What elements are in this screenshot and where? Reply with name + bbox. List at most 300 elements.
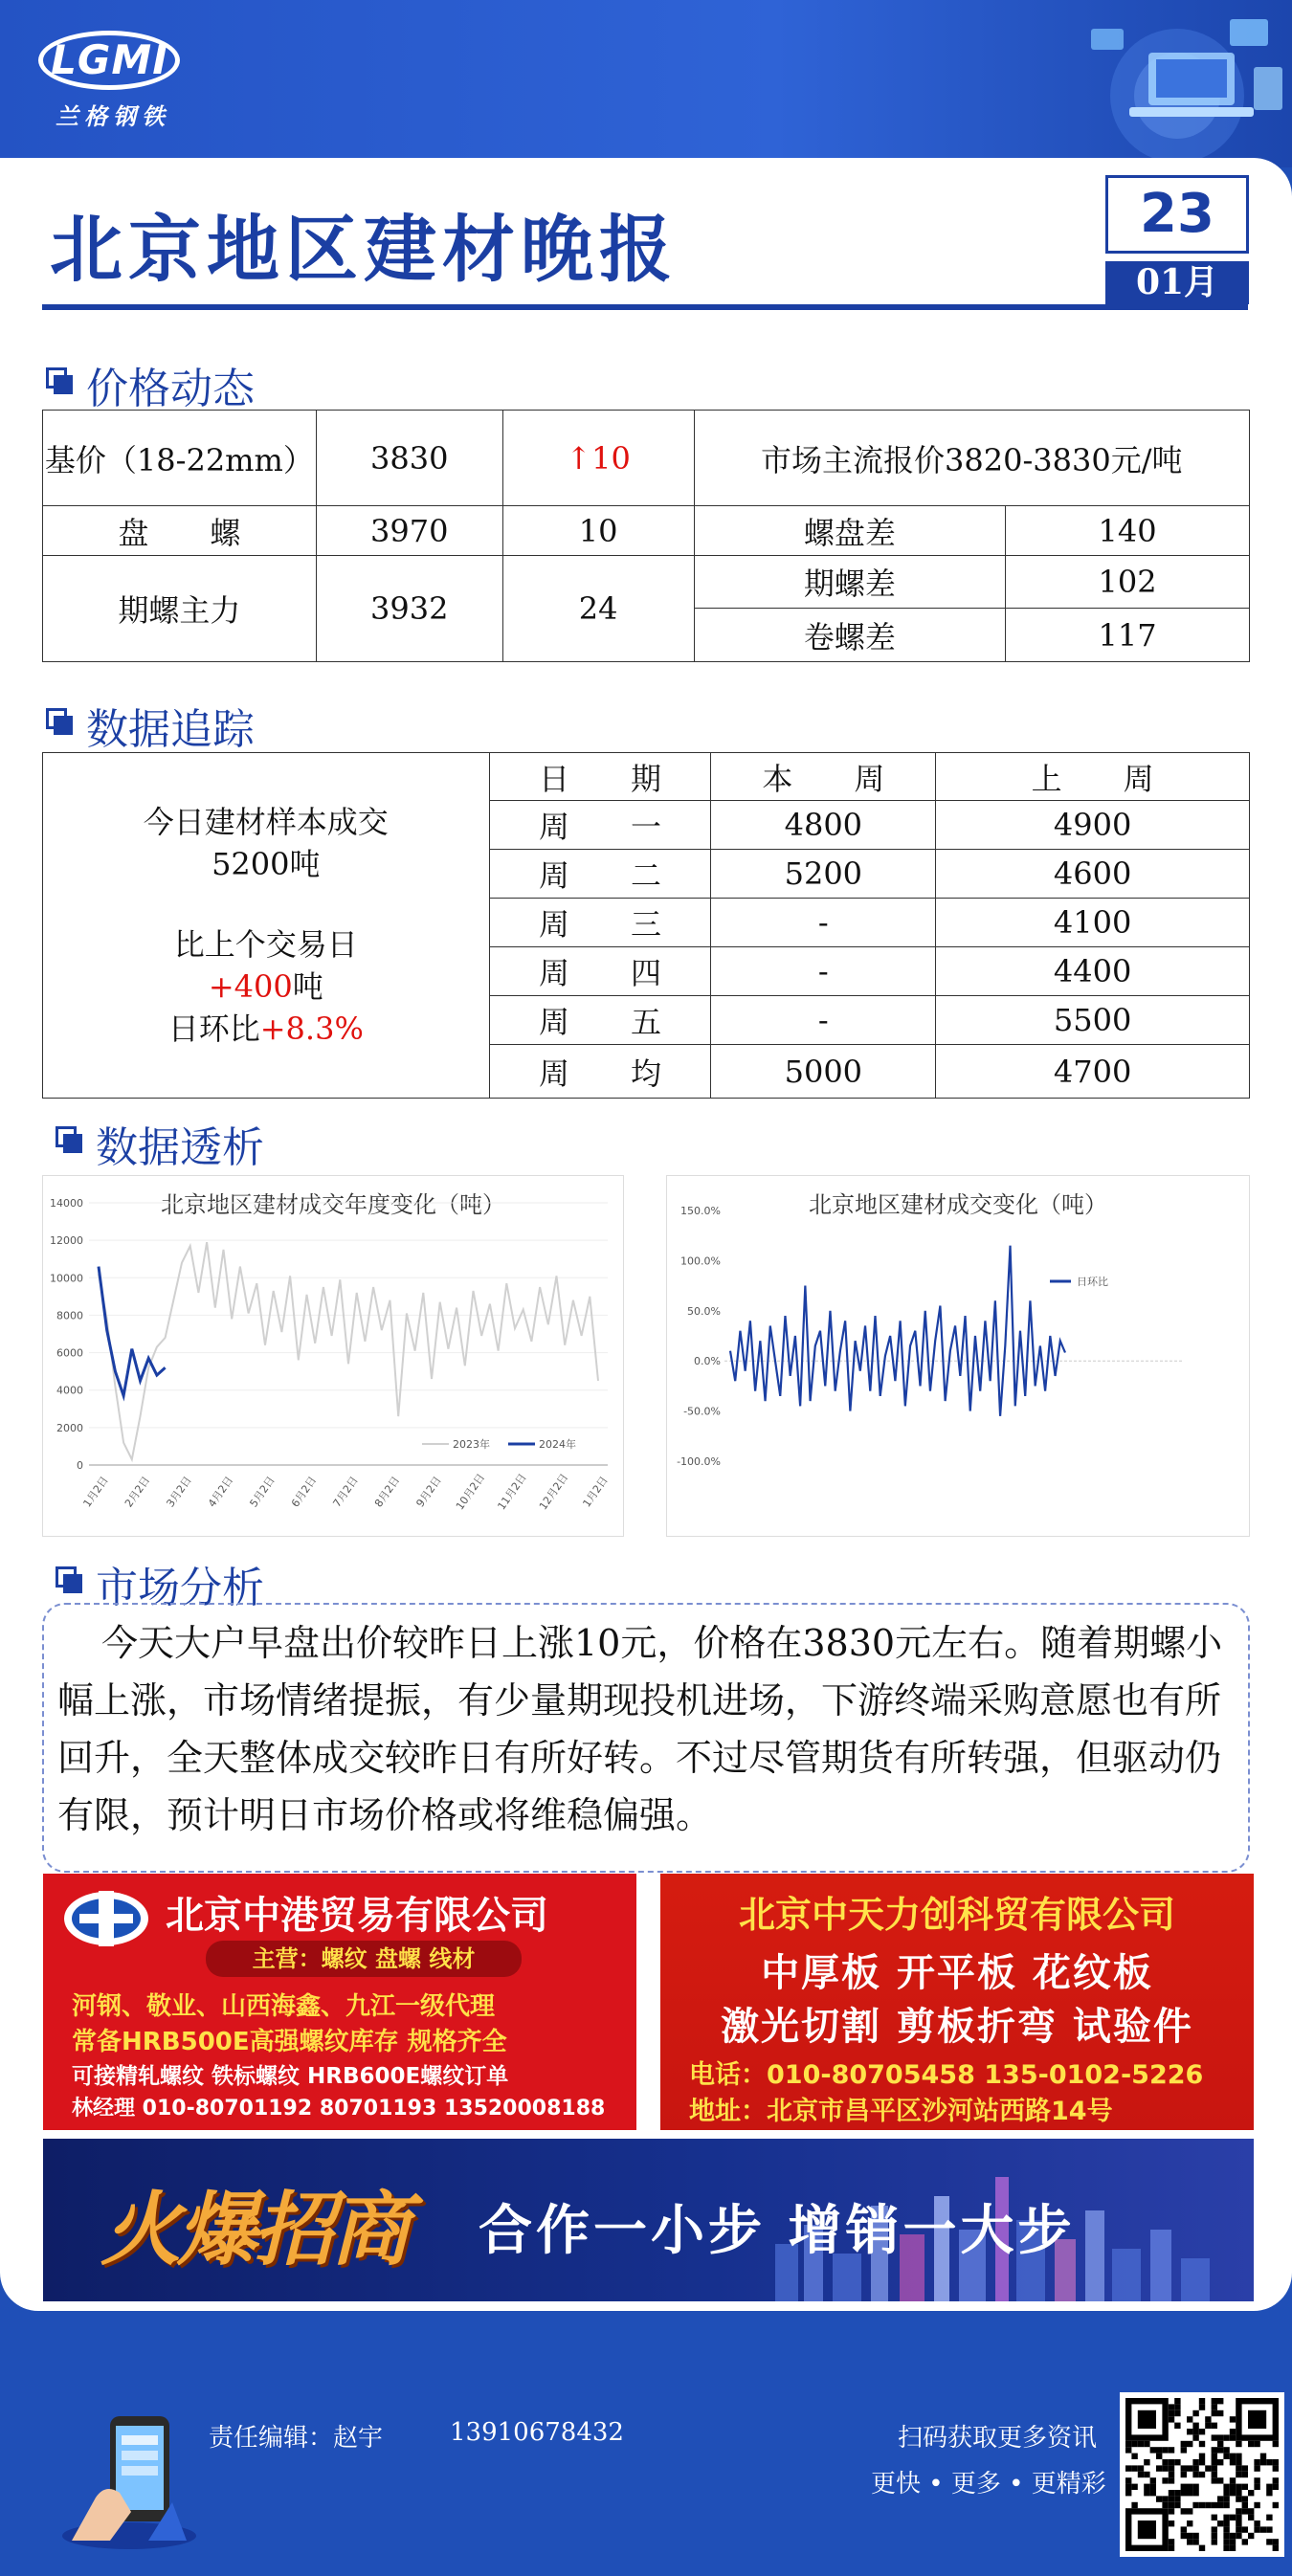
qr-module (1212, 2515, 1217, 2520)
ad1-line1: 河钢、敬业、山西海鑫、九江一级代理 (72, 1992, 496, 2021)
section-square-icon (56, 1566, 80, 1591)
table-row-this: - (711, 996, 936, 1045)
qr-module (1187, 2520, 1192, 2526)
x-tick-label: 2月2日 (122, 1474, 153, 1510)
qr-module (1187, 2484, 1192, 2490)
qr-module (1242, 2508, 1248, 2514)
qr-caption-2: 更快 • 更多 • 更精彩 (871, 2470, 1106, 2498)
qr-module (1162, 2496, 1168, 2501)
y-tick-label: 12000 (50, 1234, 83, 1248)
qr-module (1150, 2484, 1156, 2490)
logo-subtitle: 兰格钢铁 (56, 102, 170, 130)
qr-module (1169, 2496, 1174, 2501)
qr-module (1217, 2496, 1223, 2501)
qr-module (1192, 2490, 1198, 2496)
qr-module (1248, 2533, 1254, 2539)
qr-module (1266, 2539, 1272, 2544)
qr-module (1273, 2539, 1279, 2544)
legend-label-2023: 2023年 (453, 1438, 490, 1451)
qr-module (1174, 2404, 1180, 2409)
qr-module (1187, 2416, 1192, 2422)
qr-module (1212, 2526, 1217, 2532)
section-square-icon (46, 708, 71, 733)
qr-module (1212, 2447, 1217, 2453)
x-tick-label: 3月2日 (164, 1474, 194, 1510)
qr-module (1187, 2490, 1192, 2496)
qr-module (1156, 2447, 1162, 2453)
qr-module (1254, 2502, 1259, 2508)
qr-module (1212, 2465, 1217, 2471)
qr-module (1223, 2434, 1229, 2440)
qr-module (1223, 2533, 1229, 2539)
qr-module (1125, 2490, 1131, 2496)
y-tick-label: 10000 (50, 1272, 83, 1285)
coil-value: 3970 (316, 506, 502, 556)
qr-module (1236, 2496, 1241, 2501)
qr-module (1144, 2472, 1149, 2477)
qr-module (1230, 2454, 1236, 2459)
market-analysis-box (42, 1603, 1250, 1873)
ad2-address: 地址：北京市昌平区沙河站西路14号 (689, 2097, 1113, 2126)
base-price-value: 3830 (316, 411, 502, 506)
ad1-main-business: 主营：螺纹 盘螺 线材 (206, 1941, 522, 1977)
qr-module (1223, 2526, 1229, 2532)
qr-module (1181, 2447, 1187, 2453)
qr-module (1199, 2459, 1205, 2465)
logo-text: LGMI (51, 36, 168, 83)
qr-module (1217, 2459, 1223, 2465)
qr-module (1174, 2496, 1180, 2501)
qr-module (1217, 2434, 1223, 2440)
qr-module (1125, 2447, 1131, 2453)
qr-module (1254, 2441, 1259, 2447)
qr-module (1212, 2454, 1217, 2459)
qr-module (1192, 2434, 1198, 2440)
qr-module (1212, 2539, 1217, 2544)
qr-module (1217, 2410, 1223, 2416)
qr-module (1254, 2526, 1259, 2532)
qr-module (1169, 2472, 1174, 2477)
qr-module (1192, 2423, 1198, 2429)
x-tick-label: 4月2日 (205, 1474, 236, 1510)
qr-module (1236, 2526, 1241, 2532)
qr-code-icon[interactable] (1120, 2392, 1284, 2557)
qr-module (1273, 2459, 1279, 2465)
qr-module (1254, 2520, 1259, 2526)
futures-change: 24 (502, 556, 694, 662)
qr-module (1125, 2441, 1131, 2447)
qr-module (1223, 2515, 1229, 2520)
qr-module (1192, 2472, 1198, 2477)
legend-label: 日环比 (1077, 1276, 1108, 1288)
y-tick-label: 0.0% (694, 1355, 721, 1368)
qr-module (1162, 2447, 1168, 2453)
legend-label-2024: 2024年 (539, 1438, 576, 1451)
table-row-day: 周 一 (489, 801, 711, 850)
qr-module (1230, 2490, 1236, 2496)
qr-module (1212, 2434, 1217, 2440)
ad2-line1: 中厚板 开平板 花纹板 (761, 1951, 1153, 1995)
qr-module (1138, 2441, 1144, 2447)
qr-module (1217, 2447, 1223, 2453)
qr-module (1260, 2526, 1266, 2532)
qr-module (1199, 2429, 1205, 2434)
table-row-last: 4700 (936, 1045, 1250, 1099)
ad3-brand: 火爆招商 (100, 2183, 408, 2276)
qr-module (1181, 2533, 1187, 2539)
qr-module (1187, 2533, 1192, 2539)
qr-module (1212, 2398, 1217, 2404)
qr-module (1212, 2404, 1217, 2409)
qr-module (1174, 2398, 1180, 2404)
qr-module (1131, 2484, 1137, 2490)
futures-diff-value: 102 (1006, 556, 1250, 609)
qr-module (1273, 2441, 1279, 2447)
qr-module (1150, 2490, 1156, 2496)
editor-name: 责任编辑：赵宇 (209, 2424, 384, 2453)
chart-title: 北京地区建材成交年度变化（吨） (161, 1191, 505, 1218)
qr-module (1181, 2490, 1187, 2496)
qr-module (1236, 2533, 1241, 2539)
qr-module (1181, 2441, 1187, 2447)
y-tick-label: 150.0% (680, 1205, 721, 1217)
qr-module (1174, 2410, 1180, 2416)
header-this-week: 本 周 (711, 753, 936, 801)
qr-module (1236, 2484, 1241, 2490)
summary-volume: 5200吨 (212, 846, 321, 882)
daily-ratio-chart (666, 1175, 1250, 1537)
qr-module (1223, 2520, 1229, 2526)
qr-module (1187, 2539, 1192, 2544)
qr-module (1199, 2441, 1205, 2447)
qr-module (1223, 2496, 1229, 2501)
qr-module (1254, 2477, 1259, 2483)
qr-module (1181, 2472, 1187, 2477)
qr-module (1181, 2526, 1187, 2532)
x-tick-label: 12月2日 (536, 1471, 571, 1513)
table-row-this: 5000 (711, 1045, 936, 1099)
qr-module (1230, 2539, 1236, 2544)
price-table (42, 410, 1250, 662)
qr-module (1254, 2459, 1259, 2465)
qr-module (1223, 2484, 1229, 2490)
header-last-week: 上 周 (936, 753, 1250, 801)
qr-finder-core (1138, 2520, 1156, 2539)
ad-zhongtianli[interactable] (660, 1874, 1254, 2130)
qr-finder-core (1138, 2410, 1156, 2429)
qr-module (1181, 2484, 1187, 2490)
qr-module (1192, 2539, 1198, 2544)
qr-module (1199, 2545, 1205, 2551)
coil-diff-value: 140 (1006, 506, 1250, 556)
section-title-market: 市场分析 (96, 1564, 264, 1612)
qr-module (1156, 2496, 1162, 2501)
qr-module (1236, 2515, 1241, 2520)
coil-diff-label: 螺盘差 (694, 506, 1006, 556)
qr-module (1192, 2465, 1198, 2471)
y-tick-label: 50.0% (687, 1304, 721, 1318)
section-title-analysis-charts: 数据透析 (96, 1123, 264, 1172)
qr-module (1187, 2508, 1192, 2514)
market-analysis-text: 今天大户早盘出价较昨日上涨10元，价格在3830元左右。随着期螺小幅上涨，市场情绪提振，有少量期现投机进场，下游终端采购意愿也有所回升，全天整体成交较昨日有所好转。不过尽管期货有所转强，但驱动仍有限，预计明日市场价格或将维稳偏强。 (57, 1622, 1223, 1836)
qr-module (1212, 2533, 1217, 2539)
qr-module (1138, 2472, 1144, 2477)
qr-module (1192, 2484, 1198, 2490)
summary-ratio-label: 日环比 (167, 1010, 260, 1047)
page-title: 北京地区建材晚报 (50, 207, 678, 292)
qr-module (1223, 2490, 1229, 2496)
section-title-tracking: 数据追踪 (86, 705, 255, 754)
table-row-day: 周 四 (489, 947, 711, 996)
qr-module (1236, 2465, 1241, 2471)
y-tick-label: 0 (77, 1459, 83, 1472)
qr-module (1223, 2545, 1229, 2551)
qr-module (1169, 2465, 1174, 2471)
ad1-line3: 可接精轧螺纹 铁标螺纹 HRB600E螺纹订单 (72, 2064, 509, 2089)
ad-investment[interactable] (43, 2139, 1254, 2301)
qr-module (1242, 2465, 1248, 2471)
qr-module (1230, 2545, 1236, 2551)
y-tick-label: 4000 (56, 1384, 83, 1397)
chart-title: 北京地区建材成交变化（吨） (809, 1191, 1107, 1218)
qr-module (1236, 2490, 1241, 2496)
qr-module (1192, 2502, 1198, 2508)
qr-module (1205, 2416, 1211, 2422)
ad-zhonggang[interactable] (43, 1874, 636, 2130)
ad2-phone: 电话：010-80705458 135-0102-5226 (689, 2060, 1204, 2090)
qr-module (1212, 2502, 1217, 2508)
summary-change-unit: 吨 (292, 968, 323, 1005)
qr-module (1248, 2441, 1254, 2447)
qr-module (1205, 2465, 1211, 2471)
y-tick-label: -50.0% (683, 1405, 721, 1418)
qr-module (1187, 2429, 1192, 2434)
coil-change: 10 (502, 506, 694, 556)
qr-module (1169, 2502, 1174, 2508)
qr-module (1144, 2459, 1149, 2465)
ad1-line2: 常备HRB500E高强螺纹库存 规格齐全 (72, 2028, 507, 2056)
qr-module (1156, 2454, 1162, 2459)
futures-diff-label: 期螺差 (694, 556, 1006, 609)
qr-module (1169, 2459, 1174, 2465)
qr-module (1199, 2404, 1205, 2409)
y-tick-label: 6000 (56, 1346, 83, 1360)
title-underline (42, 304, 1248, 310)
qr-module (1254, 2484, 1259, 2490)
qr-module (1236, 2508, 1241, 2514)
summary-change (43, 966, 489, 1008)
qr-module (1205, 2502, 1211, 2508)
series-line-2023 (99, 1242, 598, 1459)
table-row-day: 周 二 (489, 850, 711, 899)
qr-module (1169, 2520, 1174, 2526)
ad1-company: 北京中港贸易有限公司 (166, 1894, 548, 1938)
date-box (1105, 175, 1249, 304)
summary-change-value: +400 (208, 968, 293, 1005)
qr-module (1138, 2465, 1144, 2471)
qr-module (1174, 2423, 1180, 2429)
summary-ratio (43, 1008, 489, 1050)
table-row-last: 4400 (936, 947, 1250, 996)
ad2-line2: 激光切割 剪板折弯 试验件 (721, 2005, 1193, 2049)
qr-module (1131, 2502, 1137, 2508)
qr-module (1169, 2410, 1174, 2416)
table-row-this: 5200 (711, 850, 936, 899)
x-tick-label: 9月2日 (413, 1474, 444, 1510)
ad1-contact: 林经理 010-80701192 80701193 13520008188 (72, 2097, 606, 2121)
qr-module (1266, 2490, 1272, 2496)
qr-module (1236, 2520, 1241, 2526)
roll-diff-label: 卷螺差 (694, 609, 1006, 662)
section-square-icon (56, 1126, 80, 1151)
qr-module (1223, 2539, 1229, 2544)
qr-module (1125, 2465, 1131, 2471)
qr-module (1162, 2477, 1168, 2483)
qr-module (1236, 2472, 1241, 2477)
editor-phone: 13910678432 (450, 2418, 624, 2447)
section-title-price: 价格动态 (86, 365, 255, 413)
qr-module (1266, 2515, 1272, 2520)
qr-module (1199, 2502, 1205, 2508)
qr-module (1217, 2477, 1223, 2483)
qr-module (1230, 2533, 1236, 2539)
qr-module (1260, 2459, 1266, 2465)
table-row-day: 周 均 (489, 1045, 711, 1099)
qr-module (1174, 2490, 1180, 2496)
qr-module (1223, 2454, 1229, 2459)
qr-module (1242, 2484, 1248, 2490)
futures-label: 期螺主力 (43, 556, 317, 662)
qr-module (1144, 2490, 1149, 2496)
qr-module (1230, 2515, 1236, 2520)
table-row-last: 5500 (936, 996, 1250, 1045)
qr-module (1242, 2496, 1248, 2501)
table-row-day: 周 五 (489, 996, 711, 1045)
qr-module (1273, 2484, 1279, 2490)
qr-module (1150, 2447, 1156, 2453)
qr-module (1212, 2477, 1217, 2483)
summary-ratio-value: +8.3% (259, 1010, 364, 1047)
qr-module (1131, 2441, 1137, 2447)
x-tick-label: 1月2日 (80, 1474, 111, 1510)
qr-caption-1: 扫码获取更多资讯 (898, 2424, 1098, 2453)
qr-module (1169, 2545, 1174, 2551)
date-month: 01月 (1105, 261, 1249, 304)
qr-module (1192, 2429, 1198, 2434)
qr-module (1144, 2484, 1149, 2490)
base-price-label: 基价（18-22mm） (43, 411, 317, 506)
qr-module (1230, 2429, 1236, 2434)
qr-module (1131, 2454, 1137, 2459)
qr-module (1242, 2472, 1248, 2477)
qr-module (1236, 2454, 1241, 2459)
qr-module (1230, 2416, 1236, 2422)
table-row-this: - (711, 947, 936, 996)
qr-module (1266, 2484, 1272, 2490)
qr-finder-core (1248, 2410, 1266, 2429)
qr-module (1212, 2423, 1217, 2429)
qr-module (1131, 2465, 1137, 2471)
x-tick-label: 8月2日 (371, 1474, 403, 1510)
x-tick-label: 7月2日 (330, 1474, 361, 1510)
qr-module (1230, 2477, 1236, 2483)
qr-module (1174, 2502, 1180, 2508)
qr-module (1205, 2423, 1211, 2429)
phone-hand-icon (53, 2397, 206, 2550)
qr-module (1242, 2526, 1248, 2532)
qr-module (1223, 2447, 1229, 2453)
qr-module (1236, 2459, 1241, 2465)
qr-module (1212, 2459, 1217, 2465)
qr-module (1169, 2447, 1174, 2453)
y-tick-label: 100.0% (680, 1255, 721, 1268)
qr-module (1187, 2465, 1192, 2471)
ad3-slogan: 合作一小步 增销一大步 (479, 2200, 1076, 2262)
futures-value: 3932 (316, 556, 502, 662)
table-row-day: 周 三 (489, 899, 711, 947)
table-row-last: 4600 (936, 850, 1250, 899)
qr-module (1273, 2465, 1279, 2471)
summary-line3: 比上个交易日 (173, 926, 358, 963)
qr-module (1199, 2454, 1205, 2459)
coil-label: 盘 螺 (43, 506, 317, 556)
date-day: 23 (1105, 175, 1249, 254)
qr-module (1181, 2508, 1187, 2514)
qr-module (1260, 2454, 1266, 2459)
qr-module (1266, 2526, 1272, 2532)
qr-module (1192, 2459, 1198, 2465)
qr-module (1273, 2502, 1279, 2508)
qr-module (1266, 2459, 1272, 2465)
roll-diff-value: 117 (1006, 609, 1250, 662)
qr-module (1217, 2520, 1223, 2526)
qr-module (1199, 2472, 1205, 2477)
qr-module (1199, 2398, 1205, 2404)
qr-module (1169, 2404, 1174, 2409)
ad2-company: 北京中天力创科贸有限公司 (738, 1894, 1175, 1936)
qr-module (1169, 2477, 1174, 2483)
header-date: 日 期 (489, 753, 711, 801)
table-row-this: 4800 (711, 801, 936, 850)
qr-module (1192, 2410, 1198, 2416)
qr-module (1169, 2490, 1174, 2496)
qr-module (1169, 2508, 1174, 2514)
qr-module (1169, 2539, 1174, 2544)
x-tick-label: 5月2日 (247, 1474, 278, 1510)
qr-module (1181, 2465, 1187, 2471)
tracking-table (42, 752, 1250, 1099)
x-tick-label: 6月2日 (288, 1474, 320, 1510)
y-tick-label: -100.0% (677, 1455, 721, 1468)
qr-module (1230, 2459, 1236, 2465)
qr-module (1217, 2502, 1223, 2508)
summary-line1: 今日建材样本成交 (143, 804, 389, 840)
qr-module (1248, 2515, 1254, 2520)
qr-module (1162, 2459, 1168, 2465)
qr-module (1248, 2490, 1254, 2496)
annual-volume-chart-svg (43, 1176, 625, 1538)
qr-module (1242, 2539, 1248, 2544)
qr-module (1248, 2508, 1254, 2514)
y-tick-label: 2000 (56, 1421, 83, 1434)
qr-module (1230, 2484, 1236, 2490)
x-tick-label: 11月2日 (495, 1471, 529, 1513)
qr-module (1125, 2484, 1131, 2490)
qr-module (1162, 2502, 1168, 2508)
annual-volume-chart (42, 1175, 624, 1537)
qr-module (1156, 2465, 1162, 2471)
qr-module (1174, 2459, 1180, 2465)
